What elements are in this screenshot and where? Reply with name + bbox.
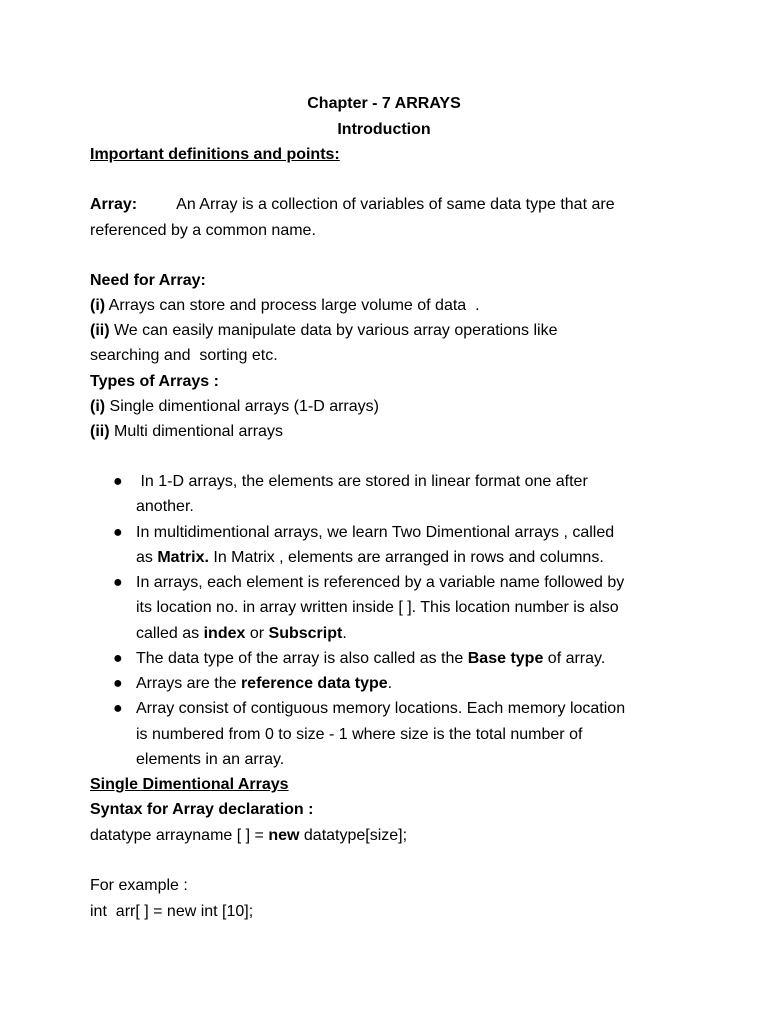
example-label: For example : — [90, 877, 188, 894]
bullet-icon: ● — [113, 675, 123, 692]
need-item-1 — [90, 296, 480, 316]
types-item-2 — [90, 422, 283, 442]
bullet-1-line-1: In 1-D arrays, the elements are stored in linear format one after — [136, 473, 588, 490]
bullet-4-suffix: of array. — [543, 650, 606, 667]
need-item-2-continued: searching and sorting etc. — [90, 347, 278, 364]
need-item-2-label: (ii) — [90, 322, 110, 339]
bullet-6-line-2: is numbered from 0 to size - 1 where size is the total number of — [136, 726, 583, 743]
syntax-heading: Syntax for Array declaration : — [90, 801, 314, 818]
bullet-3-suffix: . — [342, 625, 347, 642]
bullet-5-suffix: . — [387, 675, 393, 692]
new-keyword: new — [268, 827, 300, 844]
section-subtitle: Introduction — [337, 121, 431, 138]
bullet-2-suffix: In Matrix , elements are arranged in rows and columns. — [208, 549, 604, 566]
bullet-icon: ● — [113, 574, 123, 591]
need-heading: Need for Array: — [90, 272, 206, 289]
bullet-5-prefix: Arrays are the — [136, 675, 241, 692]
bullet-3-prefix: called as — [136, 625, 204, 642]
array-definition-text-1: An Array is a collection of variables of same data type that are — [176, 196, 615, 213]
bullet-2-prefix: as — [136, 549, 158, 566]
types-item-1 — [90, 397, 379, 417]
types-item-1-text: Single dimentional arrays (1-D arrays) — [105, 398, 379, 415]
bullet-3-middle: or — [245, 625, 269, 642]
need-item-2 — [90, 321, 557, 341]
types-item-1-label: (i) — [90, 398, 106, 415]
single-dimentional-heading: Single Dimentional Arrays — [90, 776, 289, 793]
bullet-4-prefix: The data type of the array is also called as the — [136, 650, 468, 667]
bullet-2-line-1: In multidimentional arrays, we learn Two Dimentional arrays , called — [136, 524, 615, 541]
bullet-6-line-1: Array consist of contiguous memory locations. Each memory location — [136, 700, 626, 717]
syntax-suffix: datatype[size]; — [299, 827, 408, 844]
base-type-term: Base type — [467, 650, 544, 667]
chapter-title: Chapter - 7 ARRAYS — [307, 95, 461, 112]
types-heading: Types of Arrays : — [90, 373, 219, 390]
bullet-3-line-3 — [136, 624, 347, 644]
array-definition-line-2: referenced by a common name. — [90, 222, 316, 239]
array-definition-line-1 — [90, 195, 615, 215]
bullet-6-line-3: elements in an array. — [136, 751, 285, 768]
array-label: Array: — [90, 196, 138, 213]
bullet-icon: ● — [113, 650, 123, 667]
bullet-icon: ● — [113, 524, 123, 541]
bullet-4 — [136, 649, 605, 669]
syntax-prefix: datatype arrayname [ ] = — [90, 827, 269, 844]
bullet-icon: ● — [113, 700, 123, 717]
types-item-2-label: (ii) — [90, 423, 110, 440]
subscript-term: Subscript — [268, 625, 343, 642]
bullet-1-line-2: another. — [136, 498, 194, 515]
matrix-term: Matrix. — [157, 549, 209, 566]
index-term: index — [203, 625, 246, 642]
bullet-5 — [136, 674, 392, 694]
syntax-line — [90, 826, 407, 846]
bullet-icon: ● — [113, 473, 123, 490]
definitions-heading: Important definitions and points: — [90, 146, 340, 163]
need-item-2-text: We can easily manipulate data by various array operations like — [109, 322, 558, 339]
example-code: int arr[ ] = new int [10]; — [90, 903, 254, 920]
need-item-1-label: (i) — [90, 297, 106, 314]
types-item-2-text: Multi dimentional arrays — [109, 423, 283, 440]
bullet-3-line-1: In arrays, each element is referenced by a variable name followed by — [136, 574, 625, 591]
reference-type-term: reference data type — [240, 675, 388, 692]
need-item-1-text: Arrays can store and process large volume of data . — [105, 297, 480, 314]
bullet-3-line-2: its location no. in array written inside [ ]. This location number is also — [136, 599, 619, 616]
bullet-2-line-2 — [136, 548, 604, 568]
